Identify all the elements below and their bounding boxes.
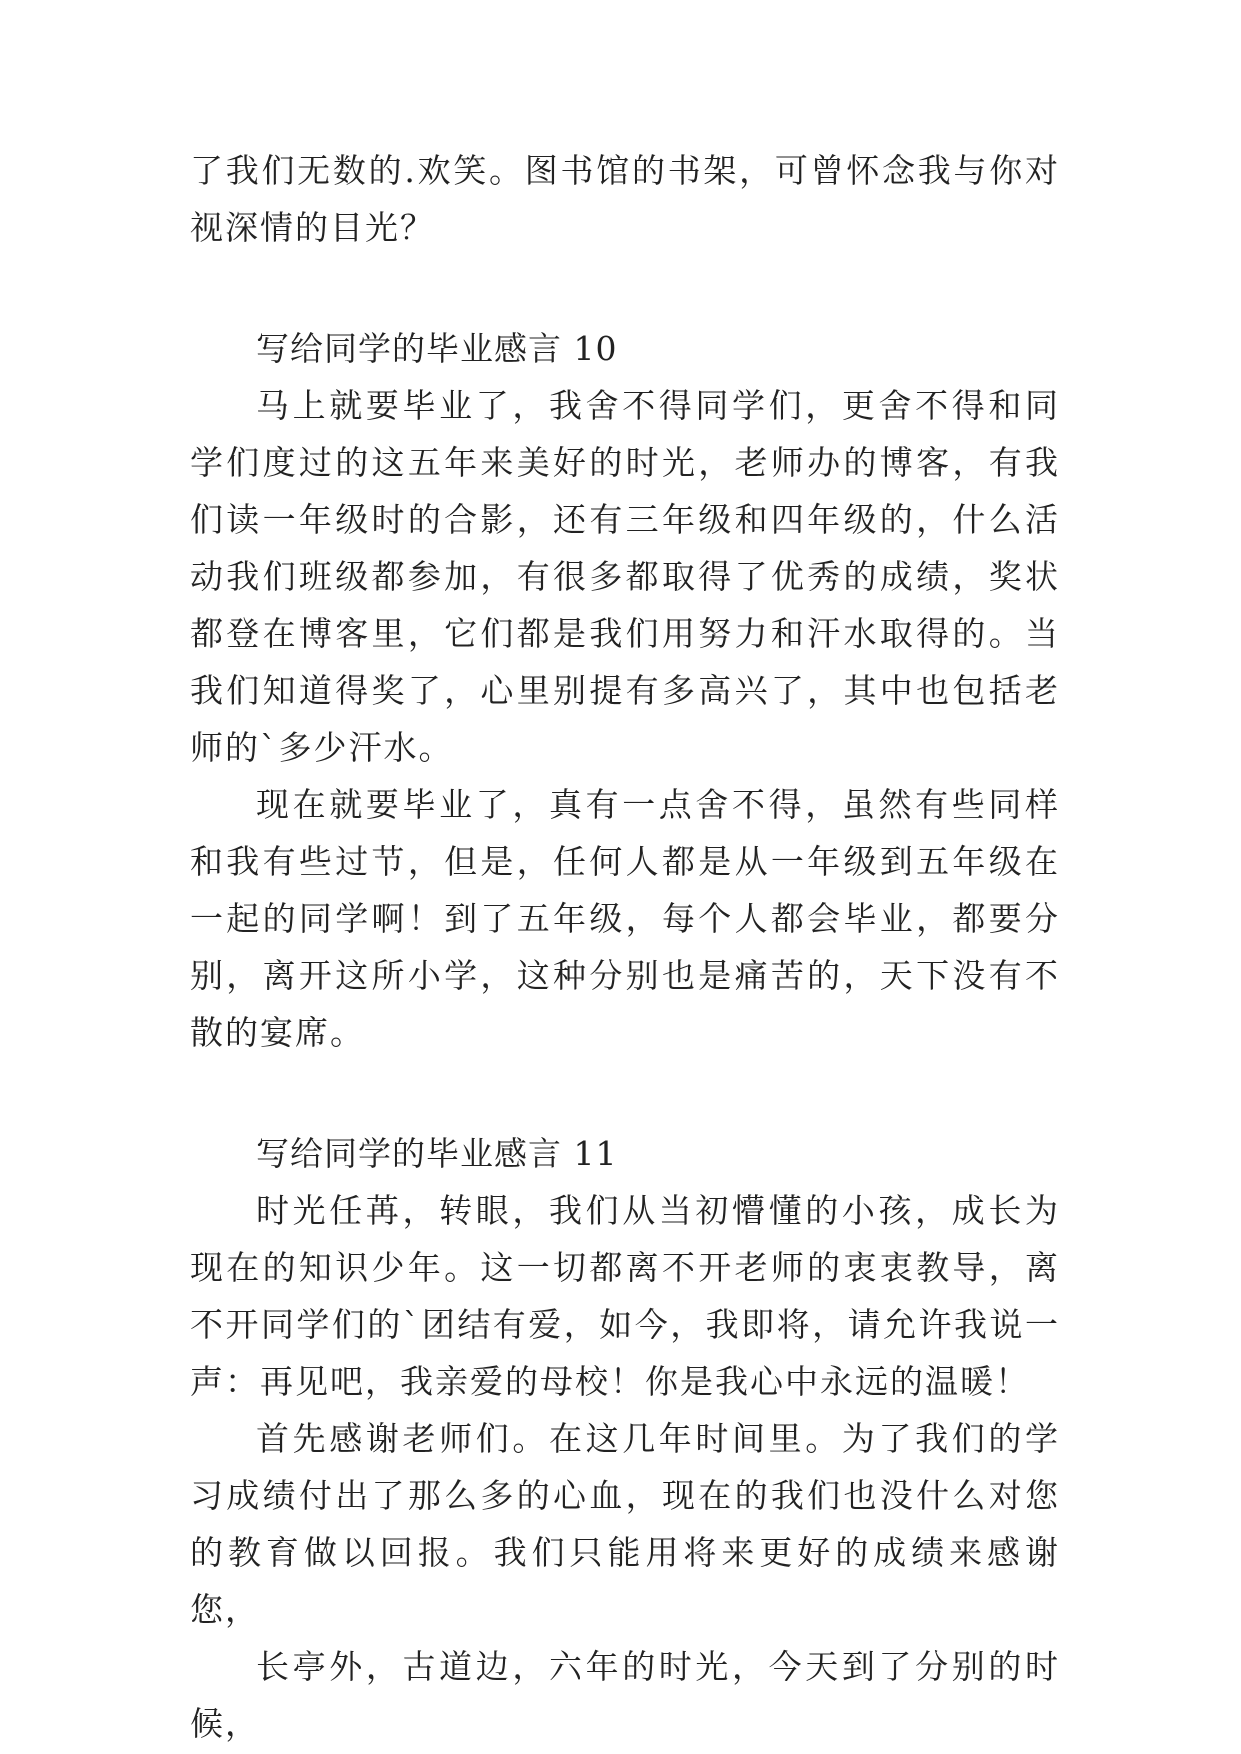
- paragraph: 现在就要毕业了，真有一点舍不得，虽然有些同样和我有些过节，但是，任何人都是从一年级到五年级在一起的同学啊！到了五年级，每个人都会毕业，都要分别，离开这所小学，这种分别也是痛苦的，天下没有不散的宴席。: [190, 785, 1060, 1052]
- paragraph: 首先感谢老师们。在这几年时间里。为了我们的学习成绩付出了那么多的心血，现在的我们也没什么对您的教育做以回报。我们只能用将来更好的成绩来感谢您，: [190, 1419, 1060, 1629]
- section-gap: [190, 256, 1060, 320]
- document-page: [190, 142, 1060, 1752]
- section-heading: 写给同学的毕业感言 11: [256, 1134, 618, 1173]
- continuation-paragraph: 了我们无数的.欢笑。图书馆的书架，可曾怀念我与你对视深情的目光？: [190, 151, 1060, 247]
- section-10: [190, 320, 1060, 1061]
- paragraph: 长亭外，古道边，六年的时光，今天到了分别的时候，: [190, 1647, 1060, 1743]
- section-11: [190, 1125, 1060, 1752]
- paragraph: 时光任苒，转眼，我们从当初懵懂的小孩，成长为现在的知识少年。这一切都离不开老师的衷衷教导，离不开同学们的`团结有爱，如今，我即将，请允许我说一声：再见吧，我亲爱的母校！你是我心中永远的温暖！: [190, 1191, 1060, 1401]
- section-heading: 写给同学的毕业感言 10: [256, 329, 618, 368]
- paragraph: 马上就要毕业了，我舍不得同学们，更舍不得和同学们度过的这五年来美好的时光，老师办的博客，有我们读一年级时的合影，还有三年级和四年级的，什么活动我们班级都参加，有很多都取得了优秀的成绩，奖状都登在博客里，它们都是我们用努力和汗水取得的。当我们知道得奖了，心里别提有多高兴了，其中也包括老师的`多少汗水。: [190, 386, 1060, 767]
- section-gap: [190, 1061, 1060, 1125]
